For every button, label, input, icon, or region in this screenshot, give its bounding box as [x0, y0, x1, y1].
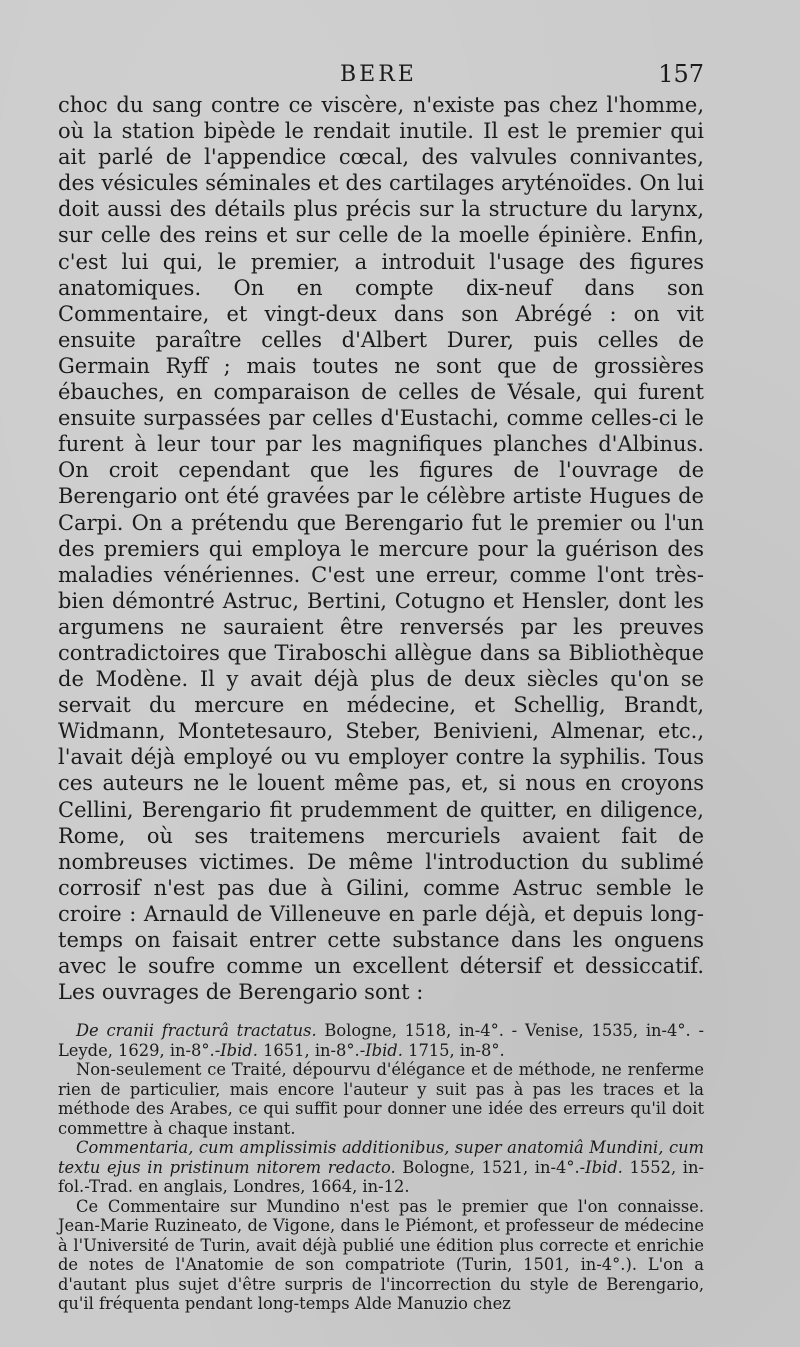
work-title: Commentaria, cum amplissimis additionibus, super anatomiâ Mundini, cum textu ejus in pristinum nitorem redacto. [58, 1138, 704, 1177]
bibliography-notes [58, 1021, 704, 1314]
work-details: Bologne, 1521, in-4°.- [395, 1157, 586, 1177]
main-text [58, 92, 704, 1005]
work-details: 1651, in-8°.- [257, 1040, 366, 1060]
running-title: BERE [340, 62, 417, 87]
ibid: Ibid. [585, 1157, 623, 1177]
bibliography-entry-1 [58, 1021, 704, 1060]
body-paragraph: choc du sang contre ce viscère, n'existe pas chez l'homme, où la station bipède le rendait inutile. Il est le premier qui ait parlé de l'appendice cœcal, des valvules connivantes, des vésicules séminales et des cartilages aryténoïdes. On lui doit aussi des détails plus précis sur la structure du larynx, sur celle des reins et sur celle de la moelle épinière. Enfin, c'est lui qui, le premier, a introduit l'usage des figures anatomiques. On en compte dix-neuf dans son Commentaire, et vingt-deux dans son Abrégé : on vit ensuite paraître celles d'Albert Durer, puis celles de Germain Ryff ; mais toutes ne sont que de grossières ébauches, en comparaison de celles de Vésale, qui furent ensuite surpassées par celles d'Eustachi, comme celles-ci le furent à leur tour par les magnifiques planches d'Albinus. On croit cependant que les figures de l'ouvrage de Berengario ont été gravées par le célèbre artiste Hugues de Carpi. On a prétendu que Berengario fut le premier ou l'un des premiers qui employa le mercure pour la guérison des maladies vénériennes. C'est une erreur, comme l'ont très-bien démontré Astruc, Bertini, Cotugno et Hensler, dont les argumens ne sauraient être renversés par les preuves contradictoires que Tiraboschi allègue dans sa Bibliothèque de Modène. Il y avait déjà plus de deux siècles qu'on se servait du mercure en médecine, et Schellig, Brandt, Widmann, Montetesauro, Steber, Benivieni, Almenar, etc., l'avait déjà employé ou vu employer contre la syphilis. Tous ces auteurs ne le louent même pas, et, si nous en croyons Cellini, Berengario fit prudemment de quitter, en diligence, Rome, où ses traitemens mercuriels avaient fait de nombreuses victimes. De même l'introduction du sublimé corrosif n'est pas due à Gilini, comme Astruc semble le croire : Arnauld de Villeneuve en parle déjà, et depuis long-temps on faisait entrer cette substance dans les onguens avec le soufre comme un excellent détersif et dessiccatif. Les ouvrages de Berengario sont : [58, 93, 704, 1005]
work-details: 1552, in-fol.-Trad. en anglais, Londres, 1664, in-12. [58, 1157, 704, 1197]
ibid: Ibid. [365, 1040, 403, 1060]
bibliography-entry-2 [58, 1138, 704, 1197]
work-title: De cranii fracturâ tractatus. [76, 1021, 317, 1041]
work-details: 1715, in-8°. [402, 1040, 505, 1060]
work-details: Bologne, 1518, in-4°. - Venise, 1535, in-4°. -Leyde, 1629, in-8°.- [58, 1021, 704, 1060]
bibliography-comment-2: Ce Commentaire sur Mundino n'est pas le premier que l'on connaisse. Jean-Marie Ruzineato, de Vigone, dans le Piémont, et professeur de médecine à l'Université de Turin, avait déjà publié une édition plus correcte et enrichie de notes de l'Anatomie de son compatriote (Turin, 1501, in-4°.). L'on a d'autant plus sujet d'être surpris de l'incorrection du style de Berengario, qu'il fréquenta pendant long-temps Alde Manuzio chez [58, 1196, 704, 1314]
page-number: 157 [658, 60, 704, 88]
bibliography-comment-1: Non-seulement ce Traité, dépourvu d'élégance et de méthode, ne renferme rien de particulier, mais encore l'auteur y suit pas à pas les traces et la méthode des Arabes, ce qui suffit pour donner une idée des erreurs qu'il doit commettre à chaque instant. [58, 1060, 704, 1138]
ibid: Ibid. [220, 1040, 258, 1060]
running-head [58, 58, 704, 92]
